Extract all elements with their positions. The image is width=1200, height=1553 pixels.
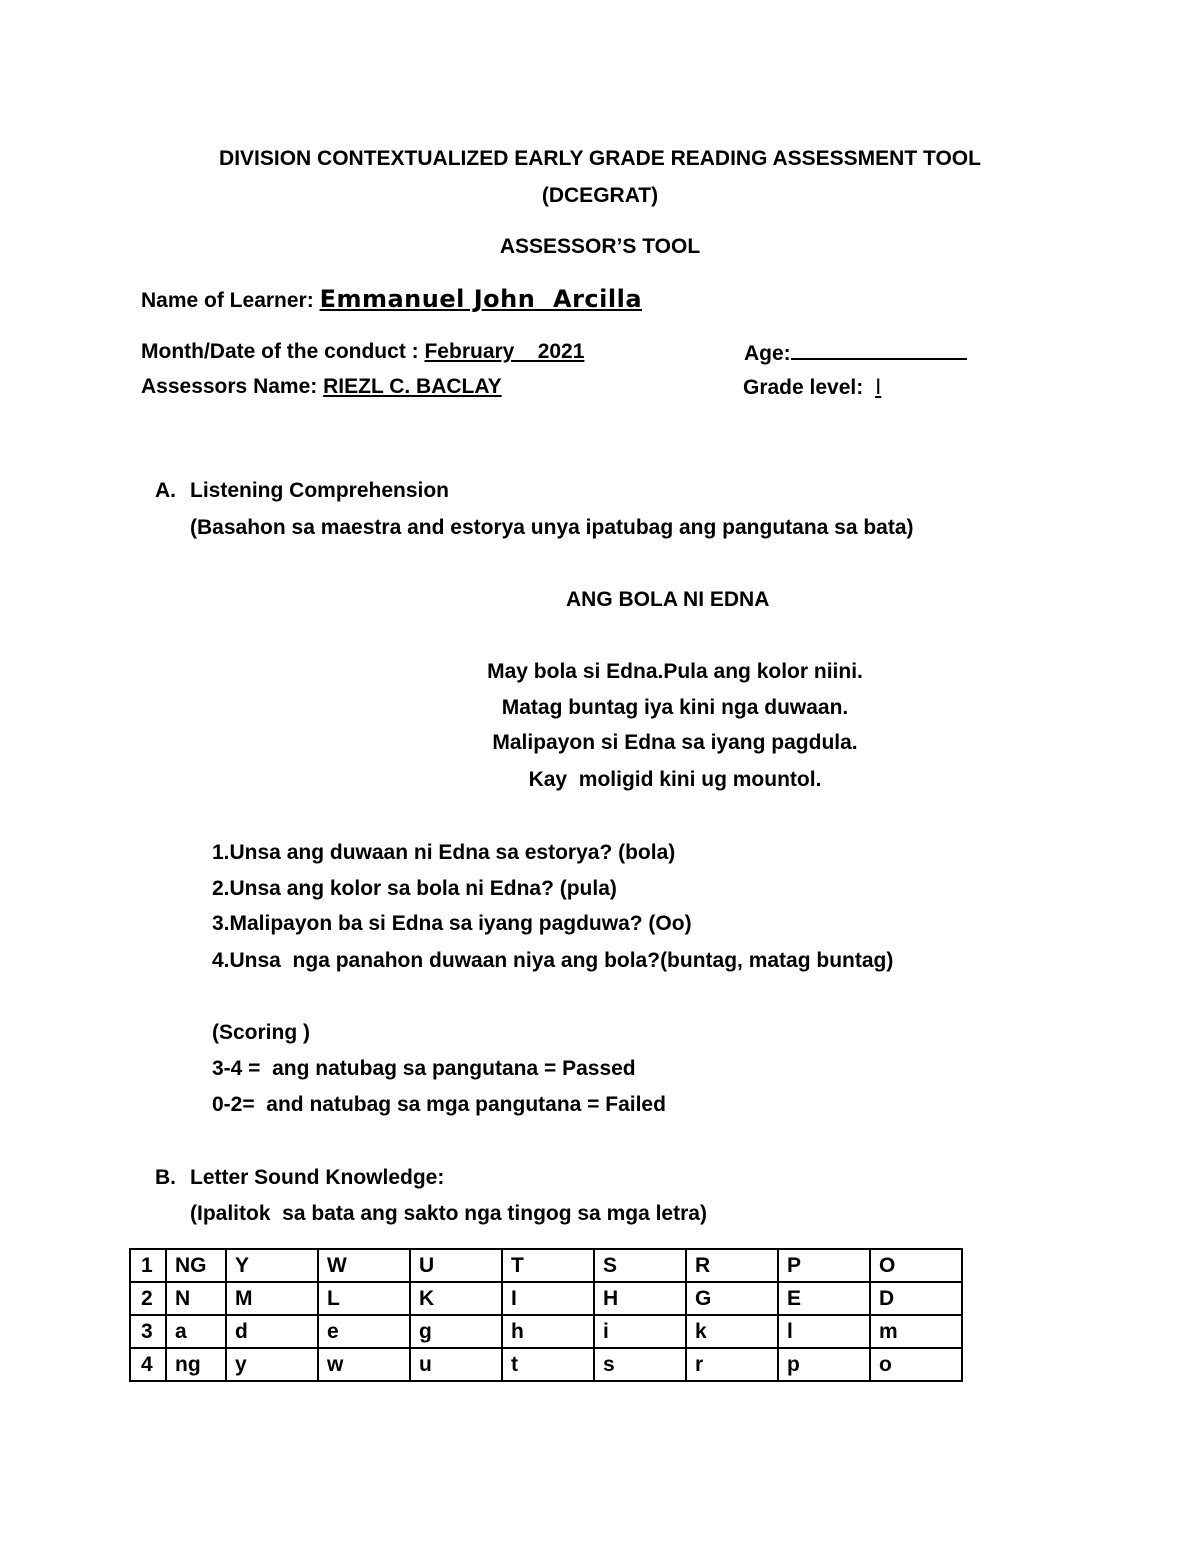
- scoring-line: 3-4 = ang natubag sa pangutana = Passed: [212, 1057, 636, 1080]
- letter-cell: o: [870, 1348, 962, 1381]
- letter-cell: m: [870, 1315, 962, 1348]
- letter-cell: T: [502, 1249, 594, 1282]
- letter-cell: M: [226, 1282, 318, 1315]
- row-number: 4: [130, 1348, 166, 1381]
- letter-cell: N: [166, 1282, 226, 1315]
- letter-sound-table: [129, 1248, 963, 1382]
- assessor-row: [141, 375, 502, 399]
- learner-label: Name of Learner:: [141, 289, 314, 312]
- letter-cell: H: [594, 1282, 686, 1315]
- letter-cell: ng: [166, 1348, 226, 1381]
- grade-value: I: [875, 375, 882, 399]
- letter-cell: s: [594, 1348, 686, 1381]
- grade-label: Grade level:: [743, 376, 864, 399]
- row-number: 1: [130, 1249, 166, 1282]
- letter-cell: a: [166, 1315, 226, 1348]
- letter-cell: w: [318, 1348, 410, 1381]
- table-row: [130, 1282, 962, 1315]
- document-acronym: (DCEGRAT): [541, 184, 659, 207]
- letter-cell: t: [502, 1348, 594, 1381]
- letter-cell: l: [778, 1315, 870, 1348]
- letter-cell: NG: [166, 1249, 226, 1282]
- section-b-title: Letter Sound Knowledge:: [190, 1166, 445, 1189]
- section-b-instruction: (Ipalitok sa bata ang sakto nga tingog sa mga letra): [190, 1202, 707, 1225]
- row-number: 2: [130, 1282, 166, 1315]
- age-blank-line: [791, 340, 967, 360]
- section-a-title: Listening Comprehension: [190, 479, 450, 502]
- story-title: ANG BOLA NI EDNA: [566, 588, 770, 611]
- section-a-marker: A.: [155, 479, 176, 502]
- table-row: [130, 1315, 962, 1348]
- question-item: 2.Unsa ang kolor sa bola ni Edna? (pula): [212, 877, 617, 900]
- date-row: [141, 340, 584, 364]
- question-item: 4.Unsa nga panahon duwaan niya ang bola?(buntag, matag buntag): [212, 949, 894, 972]
- letter-cell: i: [594, 1315, 686, 1348]
- letter-cell: k: [686, 1315, 778, 1348]
- scoring-label: (Scoring ): [212, 1021, 310, 1044]
- grade-row: [743, 375, 881, 400]
- letter-cell: Y: [226, 1249, 318, 1282]
- table-row: [130, 1348, 962, 1381]
- letter-table-body: [130, 1249, 962, 1381]
- letter-cell: L: [318, 1282, 410, 1315]
- date-label: Month/Date of the conduct :: [141, 340, 419, 363]
- letter-cell: r: [686, 1348, 778, 1381]
- story-line: Malipayon si Edna sa iyang pagdula.: [492, 731, 858, 754]
- letter-cell: P: [778, 1249, 870, 1282]
- letter-cell: U: [410, 1249, 502, 1282]
- letter-cell: R: [686, 1249, 778, 1282]
- letter-cell: D: [870, 1282, 962, 1315]
- table-row: [130, 1249, 962, 1282]
- date-value: February 2021: [424, 340, 585, 363]
- letter-cell: u: [410, 1348, 502, 1381]
- story-line: May bola si Edna.Pula ang kolor niini.: [487, 660, 863, 683]
- document-title: DIVISION CONTEXTUALIZED EARLY GRADE READING ASSESSMENT TOOL: [219, 147, 981, 170]
- letter-cell: e: [318, 1315, 410, 1348]
- letter-cell: E: [778, 1282, 870, 1315]
- document-subtitle: ASSESSOR’S TOOL: [499, 235, 701, 258]
- learner-row: [141, 285, 642, 313]
- age-label: Age:: [744, 342, 791, 365]
- letter-cell: h: [502, 1315, 594, 1348]
- question-item: 3.Malipayon ba si Edna sa iyang pagduwa? (Oo): [212, 912, 692, 935]
- letter-cell: O: [870, 1249, 962, 1282]
- section-a-instruction: (Basahon sa maestra and estorya unya ipatubag ang pangutana sa bata): [190, 516, 914, 539]
- section-b-marker: B.: [155, 1166, 176, 1189]
- letter-cell: p: [778, 1348, 870, 1381]
- assessor-label: Assessors Name:: [141, 375, 318, 398]
- letter-cell: y: [226, 1348, 318, 1381]
- question-item: 1.Unsa ang duwaan ni Edna sa estorya? (bola): [212, 841, 676, 864]
- age-row: [744, 340, 967, 366]
- letter-cell: d: [226, 1315, 318, 1348]
- learner-name: Emmanuel John Arcilla: [319, 285, 643, 313]
- row-number: 3: [130, 1315, 166, 1348]
- letter-cell: W: [318, 1249, 410, 1282]
- letter-cell: I: [502, 1282, 594, 1315]
- letter-cell: G: [686, 1282, 778, 1315]
- letter-cell: K: [410, 1282, 502, 1315]
- story-line: Kay moligid kini ug mountol.: [528, 768, 822, 791]
- letter-cell: g: [410, 1315, 502, 1348]
- story-line: Matag buntag iya kini nga duwaan.: [501, 696, 849, 719]
- letter-cell: S: [594, 1249, 686, 1282]
- assessor-name: RIEZL C. BACLAY: [323, 375, 502, 398]
- scoring-line: 0-2= and natubag sa mga pangutana = Failed: [212, 1093, 666, 1116]
